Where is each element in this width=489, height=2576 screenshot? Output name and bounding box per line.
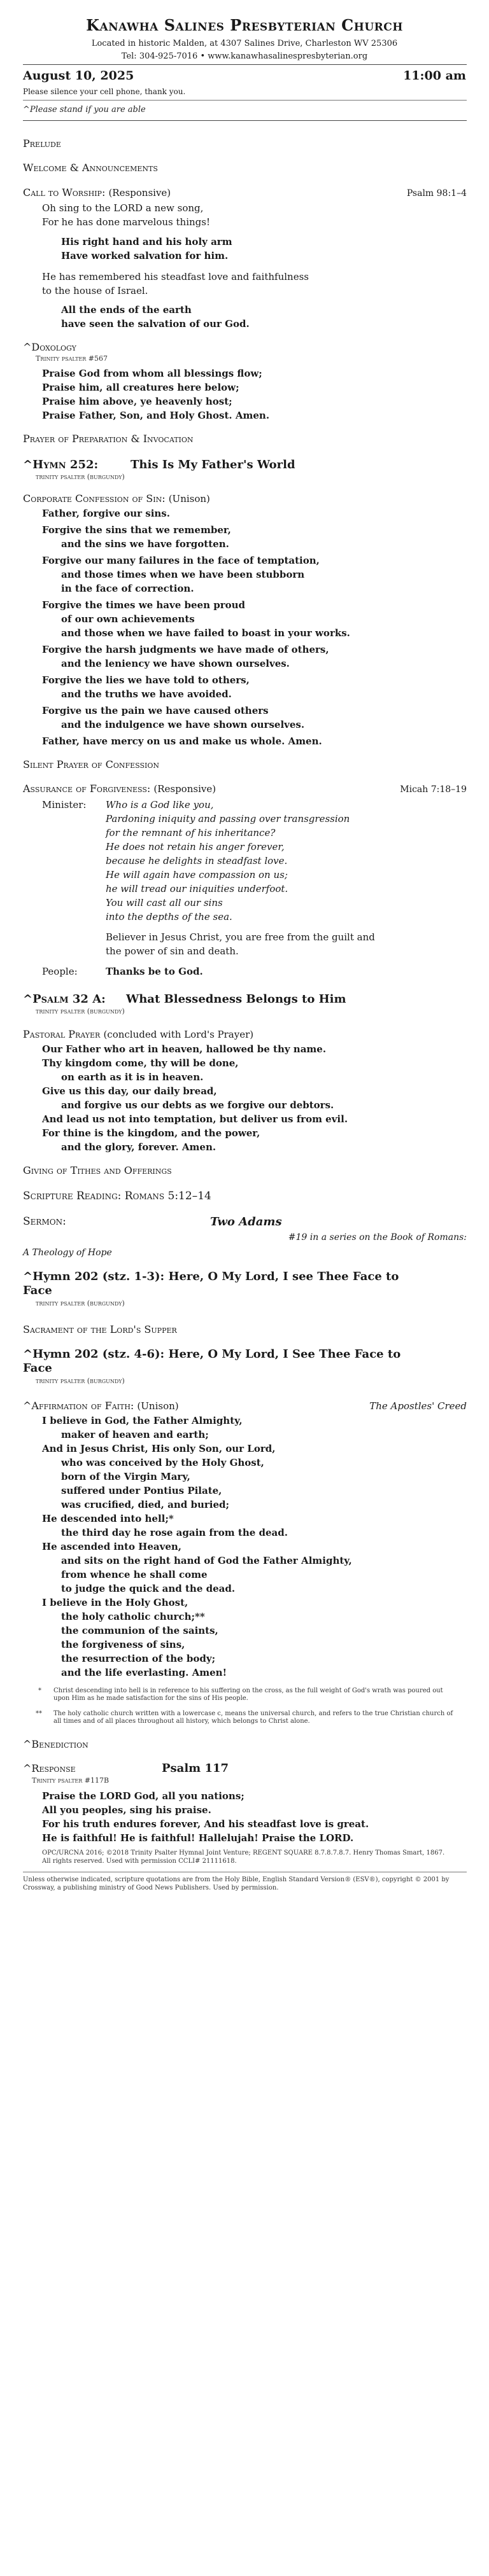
call-reference: Psalm 98:1–4 — [406, 188, 467, 198]
divider — [23, 100, 467, 101]
doxology-title: Doxology — [31, 341, 76, 353]
minister-line: He does not retain his anger forever, — [106, 841, 285, 853]
minister-line: He will again have compassion on us; — [106, 869, 288, 881]
people-label: People: — [42, 966, 78, 977]
creed-line: maker of heaven and earth; — [61, 1429, 209, 1440]
caret-up-icon: ^ — [23, 992, 33, 1006]
creed-line: born of the Virgin Mary, — [61, 1471, 190, 1482]
creed-line: the communion of the saints, — [61, 1625, 218, 1636]
church-contact: Tel: 304-925-7016 • www.kanawhasalinespresbyterian.org — [121, 52, 368, 61]
lords-prayer-line: For thine is the kingdom, and the power, — [42, 1127, 260, 1139]
confession-line: Forgive our many failures in the face of temptation, — [42, 555, 320, 566]
hymn-252-title: This Is My Father's World — [131, 458, 295, 471]
confession-line: in the face of correction. — [61, 583, 194, 594]
sacrament-heading: Sacrament of the Lord's Supper — [23, 1323, 177, 1335]
confession-line: of our own achievements — [61, 613, 195, 625]
caret-up-icon: ^ — [23, 341, 32, 353]
lords-prayer-line: Thy kingdom come, thy will be done, — [42, 1057, 239, 1069]
church-address: Located in historic Malden, at 4307 Salines Drive, Charleston WV 25306 — [91, 39, 398, 48]
confession-line: Forgive the times we have been proud — [42, 599, 245, 611]
creed-line: to judge the quick and the dead. — [61, 1583, 236, 1594]
call-people-line: His right hand and his holy arm — [61, 236, 232, 247]
confession-line: Forgive the sins that we remember, — [42, 524, 231, 536]
caret-up-icon: ^ — [23, 1762, 32, 1774]
assurance-note: (Responsive) — [153, 783, 216, 795]
call-title: Call to Worship: — [23, 186, 106, 198]
pastoral-prayer-heading — [23, 1029, 253, 1040]
believer-line: Believer in Jesus Christ, you are free from the guilt and — [106, 931, 375, 943]
minister-line: because he delights in steadfast love. — [106, 855, 288, 867]
church-name: Kanawha Salines Presbyterian Church — [86, 16, 403, 34]
creed-line: the third day he rose again from the dead. — [61, 1527, 288, 1538]
footnote-mark: * — [38, 1687, 41, 1694]
tithes-heading: Giving of Tithes and Offerings — [23, 1164, 172, 1176]
hymn-252-label — [23, 459, 98, 471]
call-leader-line: For he has done marvelous things! — [42, 216, 210, 228]
assurance-title: Assurance of Forgiveness: — [23, 783, 151, 795]
divider — [23, 120, 467, 121]
caret-up-icon: ^ — [23, 1347, 33, 1361]
caret-up-icon: ^ — [23, 1400, 32, 1412]
assurance-heading — [23, 784, 216, 794]
confession-heading — [23, 494, 210, 504]
creed-line: the holy catholic church;** — [61, 1611, 205, 1622]
hymn-252-source: trinity psalter (burgundy) — [36, 473, 125, 481]
scripture-heading: Scripture Reading: Romans 5:12–14 — [23, 1190, 211, 1202]
creed-line: and the life everlasting. Amen! — [61, 1667, 227, 1678]
hymn-202b-label-cont: Face — [23, 1361, 52, 1375]
response-line: All you peoples, sing his praise. — [42, 1804, 211, 1816]
creed-line: the forgiveness of sins, — [61, 1639, 185, 1650]
stand-note — [23, 106, 146, 114]
minister-line: into the depths of the sea. — [106, 911, 232, 922]
people-response: Thanks be to God. — [106, 966, 203, 977]
confession-line: Forgive the lies we have told to others, — [42, 674, 250, 686]
call-to-worship-heading — [23, 188, 171, 198]
footer-note: Unless otherwise indicated, scripture quotations are from the Holy Bible, English Standard Version® (ESV®), copyright © 2001 by Crossway, a publishing ministry of Good News Publishers. Used by permission. — [23, 1876, 450, 1891]
response-label: Response — [31, 1762, 76, 1774]
hymn-202b-label — [23, 1349, 400, 1360]
benediction-title: Benediction — [31, 1738, 89, 1750]
creed-line: He ascended into Heaven, — [42, 1541, 182, 1552]
prayer-prep-heading: Prayer of Preparation & Invocation — [23, 433, 194, 445]
hymn-202a-source: trinity psalter (burgundy) — [36, 1299, 125, 1307]
affirmation-heading — [23, 1401, 179, 1411]
doxology-line: Praise God from whom all blessings flow; — [42, 368, 262, 379]
psalm-32-label — [23, 994, 106, 1005]
call-leader-line: to the house of Israel. — [42, 285, 148, 296]
hymn-202b-text: Hymn 202 (stz. 4-6): Here, O My Lord, I See Thee Face to — [32, 1347, 401, 1361]
divider — [23, 64, 467, 65]
response-heading — [23, 1764, 76, 1774]
pastoral-prayer-note: (concluded with Lord's Prayer) — [103, 1029, 254, 1040]
lords-prayer-line: and forgive us our debts as we forgive our debtors. — [61, 1099, 334, 1111]
hymn-202b-source: trinity psalter (burgundy) — [36, 1377, 125, 1385]
minister-line: for the remnant of his inheritance? — [106, 827, 276, 839]
confession-line: and the indulgence we have shown ourselves. — [61, 719, 305, 730]
confession-line: Father, have mercy on us and make us whole. Amen. — [42, 735, 322, 747]
call-people-line: All the ends of the earth — [61, 304, 192, 316]
affirmation-reference: The Apostles' Creed — [369, 1400, 467, 1412]
service-time: 11:00 am — [403, 69, 466, 83]
response-line: For his truth endures forever, And his steadfast love is great. — [42, 1818, 369, 1830]
silent-prayer-heading: Silent Prayer of Confession — [23, 758, 160, 770]
confession-line: Forgive us the pain we have caused others — [42, 705, 269, 716]
confession-line: Forgive the harsh judgments we have made of others, — [42, 644, 329, 655]
caret-up-icon: ^ — [23, 458, 33, 471]
service-date: August 10, 2025 — [23, 69, 134, 83]
creed-line: from whence he shall come — [61, 1569, 208, 1580]
sermon-title: Two Adams — [210, 1215, 282, 1229]
caret-up-icon: ^ — [23, 1270, 33, 1283]
hymn-202a-label — [23, 1271, 399, 1283]
affirmation-note: (Unison) — [137, 1400, 179, 1412]
creed-line: was crucified, died, and buried; — [61, 1499, 230, 1510]
sermon-series: #19 in a series on the Book of Romans: — [288, 1232, 467, 1243]
creed-line: I believe in God, the Father Almighty, — [42, 1415, 243, 1426]
hymn-202a-label-cont: Face — [23, 1284, 52, 1297]
sermon-series-name: A Theology of Hope — [23, 1248, 112, 1258]
hymn-202a-text: Hymn 202 (stz. 1-3): Here, O My Lord, I see Thee Face to — [32, 1270, 399, 1283]
doxology-source: Trinity psalter #567 — [36, 354, 108, 363]
lords-prayer-line: on earth as it is in heaven. — [61, 1071, 204, 1083]
footnote-mark: ** — [36, 1710, 42, 1717]
creed-line: suffered under Pontius Pilate, — [61, 1485, 222, 1496]
response-source: Trinity psalter #117B — [32, 1776, 110, 1785]
assurance-reference: Micah 7:18–19 — [400, 784, 467, 795]
pastoral-prayer-title: Pastoral Prayer — [23, 1028, 101, 1040]
hymn-252-number: Hymn 252: — [32, 458, 99, 471]
footnote-text: Christ descending into hell is in reference to his suffering on the cross, as the full weight of God's wrath was poured out upon Him as he made satisfaction for the sins of His people. — [53, 1687, 443, 1702]
confession-line: and the sins we have forgotten. — [61, 538, 229, 550]
confession-line: and the truths we have avoided. — [61, 688, 232, 700]
lords-prayer-line: Give us this day, our daily bread, — [42, 1085, 217, 1097]
footnote-text: The holy catholic church written with a lowercase c, means the universal church, and refers to the true Christian church of all times and of all places throughout all history, which belongs to Christ alone. — [53, 1710, 453, 1725]
sermon-label: Sermon: — [23, 1215, 66, 1228]
confession-line: and those times when we have been stubborn — [61, 569, 305, 580]
welcome-heading: Welcome & Announcements — [23, 162, 158, 174]
call-people-line: Have worked salvation for him. — [61, 250, 229, 261]
psalm-32-number: Psalm 32 A: — [32, 992, 106, 1006]
psalm-32-title: What Blessedness Belongs to Him — [126, 992, 346, 1006]
confession-line: and those when we have failed to boast in your works. — [61, 627, 350, 639]
call-leader-line: He has remembered his steadfast love and faithfulness — [42, 271, 309, 282]
caret-up-icon: ^ — [23, 1738, 32, 1750]
doxology-line: Praise him, all creatures here below; — [42, 382, 239, 393]
confession-title: Corporate Confession of Sin: — [23, 492, 166, 505]
silence-note: Please silence your cell phone, thank you. — [23, 87, 186, 96]
believer-line: the power of sin and death. — [106, 945, 239, 957]
lords-prayer-line: And lead us not into temptation, but deliver us from evil. — [42, 1113, 348, 1125]
affirmation-title: Affirmation of Faith: — [31, 1400, 134, 1412]
response-line: Praise the LORD God, all you nations; — [42, 1790, 244, 1802]
creed-line: I believe in the Holy Ghost, — [42, 1597, 188, 1608]
caret-up-icon: ^ — [23, 105, 30, 115]
call-note: (Responsive) — [108, 187, 171, 198]
response-copyright: OPC/URCNA 2016; ©2018 Trinity Psalter Hymnal Joint Venture; REGENT SQUARE 8.7.8.7.8.7. Henry Thomas Smart, 1867. All rights reserved. Used with permission CCLI# 21111618. — [42, 1849, 445, 1865]
creed-line: He descended into hell;* — [42, 1513, 174, 1524]
stand-note-text: Please stand if you are able — [29, 105, 146, 115]
call-leader-line: Oh sing to the LORD a new song, — [42, 202, 204, 214]
creed-line: the resurrection of the body; — [61, 1653, 216, 1664]
minister-line: he will tread our iniquities underfoot. — [106, 883, 288, 895]
call-people-line: have seen the salvation of our God. — [61, 318, 250, 330]
lords-prayer-line: and the glory, forever. Amen. — [61, 1141, 216, 1153]
doxology-line: Praise Father, Son, and Holy Ghost. Amen. — [42, 410, 270, 421]
benediction-heading — [23, 1739, 89, 1750]
creed-line: And in Jesus Christ, His only Son, our Lord, — [42, 1443, 276, 1454]
doxology-line: Praise him above, ye heavenly host; — [42, 396, 232, 407]
prelude-heading: Prelude — [23, 137, 61, 150]
minister-label: Minister: — [42, 799, 87, 811]
creed-line: and sits on the right hand of God the Father Almighty, — [61, 1555, 352, 1566]
minister-line: Pardoning iniquity and passing over transgression — [106, 813, 350, 825]
response-line: He is faithful! He is faithful! Hallelujah! Praise the LORD. — [42, 1832, 354, 1844]
minister-line: You will cast all our sins — [106, 897, 223, 909]
doxology-heading — [23, 342, 76, 352]
creed-line: who was conceived by the Holy Ghost, — [61, 1457, 264, 1468]
lords-prayer-line: Our Father who art in heaven, hallowed be thy name. — [42, 1043, 327, 1055]
confession-line: Father, forgive our sins. — [42, 508, 170, 519]
response-title: Psalm 117 — [162, 1762, 229, 1775]
psalm-32-source: trinity psalter (burgundy) — [36, 1007, 125, 1015]
confession-note: (Unison) — [168, 493, 210, 505]
minister-line: Who is a God like you, — [106, 799, 214, 811]
confession-line: and the leniency we have shown ourselves. — [61, 658, 290, 669]
